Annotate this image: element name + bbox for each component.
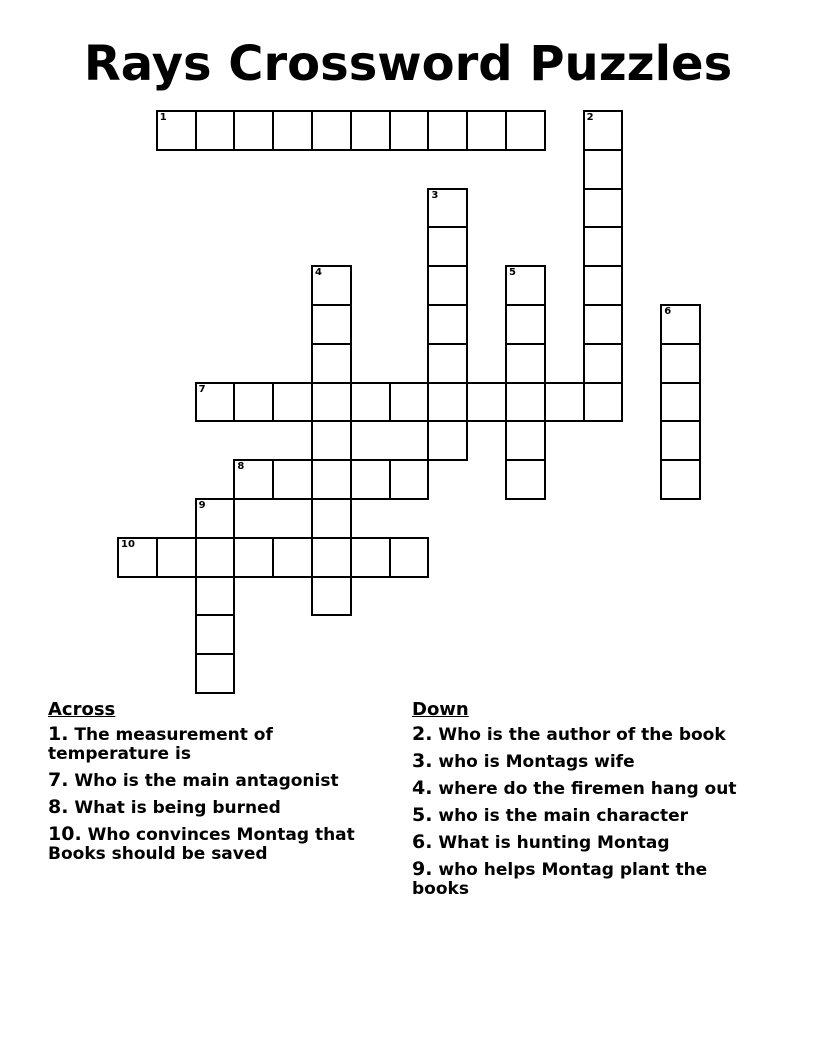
grid-cell[interactable] xyxy=(311,343,352,384)
grid-cell[interactable] xyxy=(660,459,701,500)
clue-text: who is the main character xyxy=(438,806,688,826)
grid-cell[interactable] xyxy=(505,420,546,461)
clue-number: 9. xyxy=(412,858,433,880)
down-clues xyxy=(412,700,752,906)
cell-number: 2 xyxy=(586,112,594,123)
clue-down-6 xyxy=(412,833,752,853)
grid-cell[interactable] xyxy=(583,188,624,229)
clue-number: 5. xyxy=(412,804,433,826)
clue-number: 2. xyxy=(412,723,433,745)
down-heading: Down xyxy=(412,699,469,720)
grid-cell[interactable] xyxy=(427,420,468,461)
cell-number: 1 xyxy=(159,112,167,123)
clue-number: 8. xyxy=(48,796,69,818)
grid-cell[interactable] xyxy=(583,226,624,267)
clue-across-10 xyxy=(48,825,388,864)
grid-cell[interactable] xyxy=(389,537,430,578)
cell-number: 9 xyxy=(198,500,206,511)
grid-cell[interactable] xyxy=(466,110,507,151)
grid-cell[interactable] xyxy=(427,110,468,151)
grid-cell[interactable] xyxy=(583,304,624,345)
grid-cell[interactable] xyxy=(466,382,507,423)
grid-cell[interactable] xyxy=(427,265,468,306)
grid-cell[interactable] xyxy=(272,110,313,151)
grid-cell[interactable] xyxy=(427,304,468,345)
grid-cell[interactable] xyxy=(660,304,701,345)
grid-cell[interactable] xyxy=(427,226,468,267)
grid-cell[interactable] xyxy=(583,265,624,306)
grid-cell[interactable] xyxy=(311,498,352,539)
clue-number: 3. xyxy=(412,750,433,772)
clue-down-4 xyxy=(412,779,752,799)
grid-cell[interactable] xyxy=(389,459,430,500)
grid-cell[interactable] xyxy=(233,537,274,578)
grid-cell[interactable] xyxy=(350,382,391,423)
cell-number: 10 xyxy=(121,538,135,550)
grid-cell[interactable] xyxy=(389,110,430,151)
cell-number: 7 xyxy=(198,383,206,395)
grid-cell[interactable] xyxy=(660,382,701,423)
grid-cell[interactable] xyxy=(311,537,352,578)
grid-cell[interactable] xyxy=(350,110,391,151)
grid-cell[interactable] xyxy=(350,537,391,578)
grid-cell[interactable] xyxy=(311,459,352,500)
clue-down-2 xyxy=(412,725,752,745)
clue-number: 4. xyxy=(412,777,433,799)
clue-text: Who is the main antagonist xyxy=(74,771,339,791)
grid-cell[interactable] xyxy=(233,110,274,151)
grid-cell[interactable] xyxy=(505,304,546,345)
across-clues xyxy=(48,700,388,871)
cell-number: 6 xyxy=(664,306,672,317)
grid-cell[interactable] xyxy=(583,149,624,190)
cell-number: 8 xyxy=(237,461,245,473)
grid-cell[interactable] xyxy=(311,382,352,423)
clue-text: Who is the author of the book xyxy=(438,725,726,745)
grid-cell[interactable] xyxy=(272,459,313,500)
clue-number: 1. xyxy=(48,723,69,745)
grid-cell[interactable] xyxy=(505,343,546,384)
grid-cell[interactable] xyxy=(272,537,313,578)
grid-cell[interactable] xyxy=(583,382,624,423)
grid-cell[interactable] xyxy=(195,537,236,578)
grid-cell[interactable] xyxy=(660,343,701,384)
grid-cell[interactable] xyxy=(233,382,274,423)
grid-cell[interactable] xyxy=(544,382,585,423)
puzzle-title: Rays Crossword Puzzles xyxy=(83,36,733,92)
grid-cell[interactable] xyxy=(505,265,546,306)
clue-text: The measurement of temperature is xyxy=(48,725,273,764)
grid-cell[interactable] xyxy=(660,420,701,461)
cell-number: 5 xyxy=(509,267,516,279)
grid-cell[interactable] xyxy=(311,420,352,461)
grid-cell[interactable] xyxy=(195,653,236,694)
grid-cell[interactable] xyxy=(311,576,352,617)
clue-across-8 xyxy=(48,798,388,818)
clue-across-7 xyxy=(48,771,388,791)
clue-down-9 xyxy=(412,860,752,899)
clue-text: who is Montags wife xyxy=(438,752,635,772)
clue-text: where do the firemen hang out xyxy=(438,779,737,799)
cell-number: 3 xyxy=(431,189,439,201)
cell-number: 4 xyxy=(315,267,322,279)
grid-cell[interactable] xyxy=(195,382,236,423)
clue-number: 6. xyxy=(412,831,433,853)
grid-cell[interactable] xyxy=(156,110,197,151)
grid-cell[interactable] xyxy=(427,188,468,229)
grid-cell[interactable] xyxy=(311,265,352,306)
grid-cell[interactable] xyxy=(350,459,391,500)
grid-cell[interactable] xyxy=(195,576,236,617)
grid-cell[interactable] xyxy=(311,304,352,345)
grid-cell[interactable] xyxy=(427,343,468,384)
grid-cell[interactable] xyxy=(427,382,468,423)
clue-text: What is being burned xyxy=(74,798,281,818)
grid-cell[interactable] xyxy=(272,382,313,423)
grid-cell[interactable] xyxy=(505,110,546,151)
clue-number: 7. xyxy=(48,769,69,791)
across-heading: Across xyxy=(48,699,116,720)
grid-cell[interactable] xyxy=(156,537,197,578)
clue-text: What is hunting Montag xyxy=(438,833,670,853)
grid-cell[interactable] xyxy=(583,343,624,384)
grid-cell[interactable] xyxy=(583,110,624,151)
grid-cell[interactable] xyxy=(311,110,352,151)
grid-cell[interactable] xyxy=(505,459,546,500)
clue-text: who helps Montag plant the books xyxy=(412,860,708,899)
grid-cell[interactable] xyxy=(117,537,158,578)
clue-down-3 xyxy=(412,752,752,772)
grid-cell[interactable] xyxy=(233,459,274,500)
grid-cell[interactable] xyxy=(389,382,430,423)
clue-number: 10. xyxy=(48,823,82,845)
clue-text: Who convinces Montag that Books should be saved xyxy=(48,825,355,864)
clue-across-1 xyxy=(48,725,388,764)
grid-cell[interactable] xyxy=(195,614,236,655)
clue-down-5 xyxy=(412,806,752,826)
grid-cell[interactable] xyxy=(195,498,236,539)
grid-cell[interactable] xyxy=(505,382,546,423)
grid-cell[interactable] xyxy=(195,110,236,151)
